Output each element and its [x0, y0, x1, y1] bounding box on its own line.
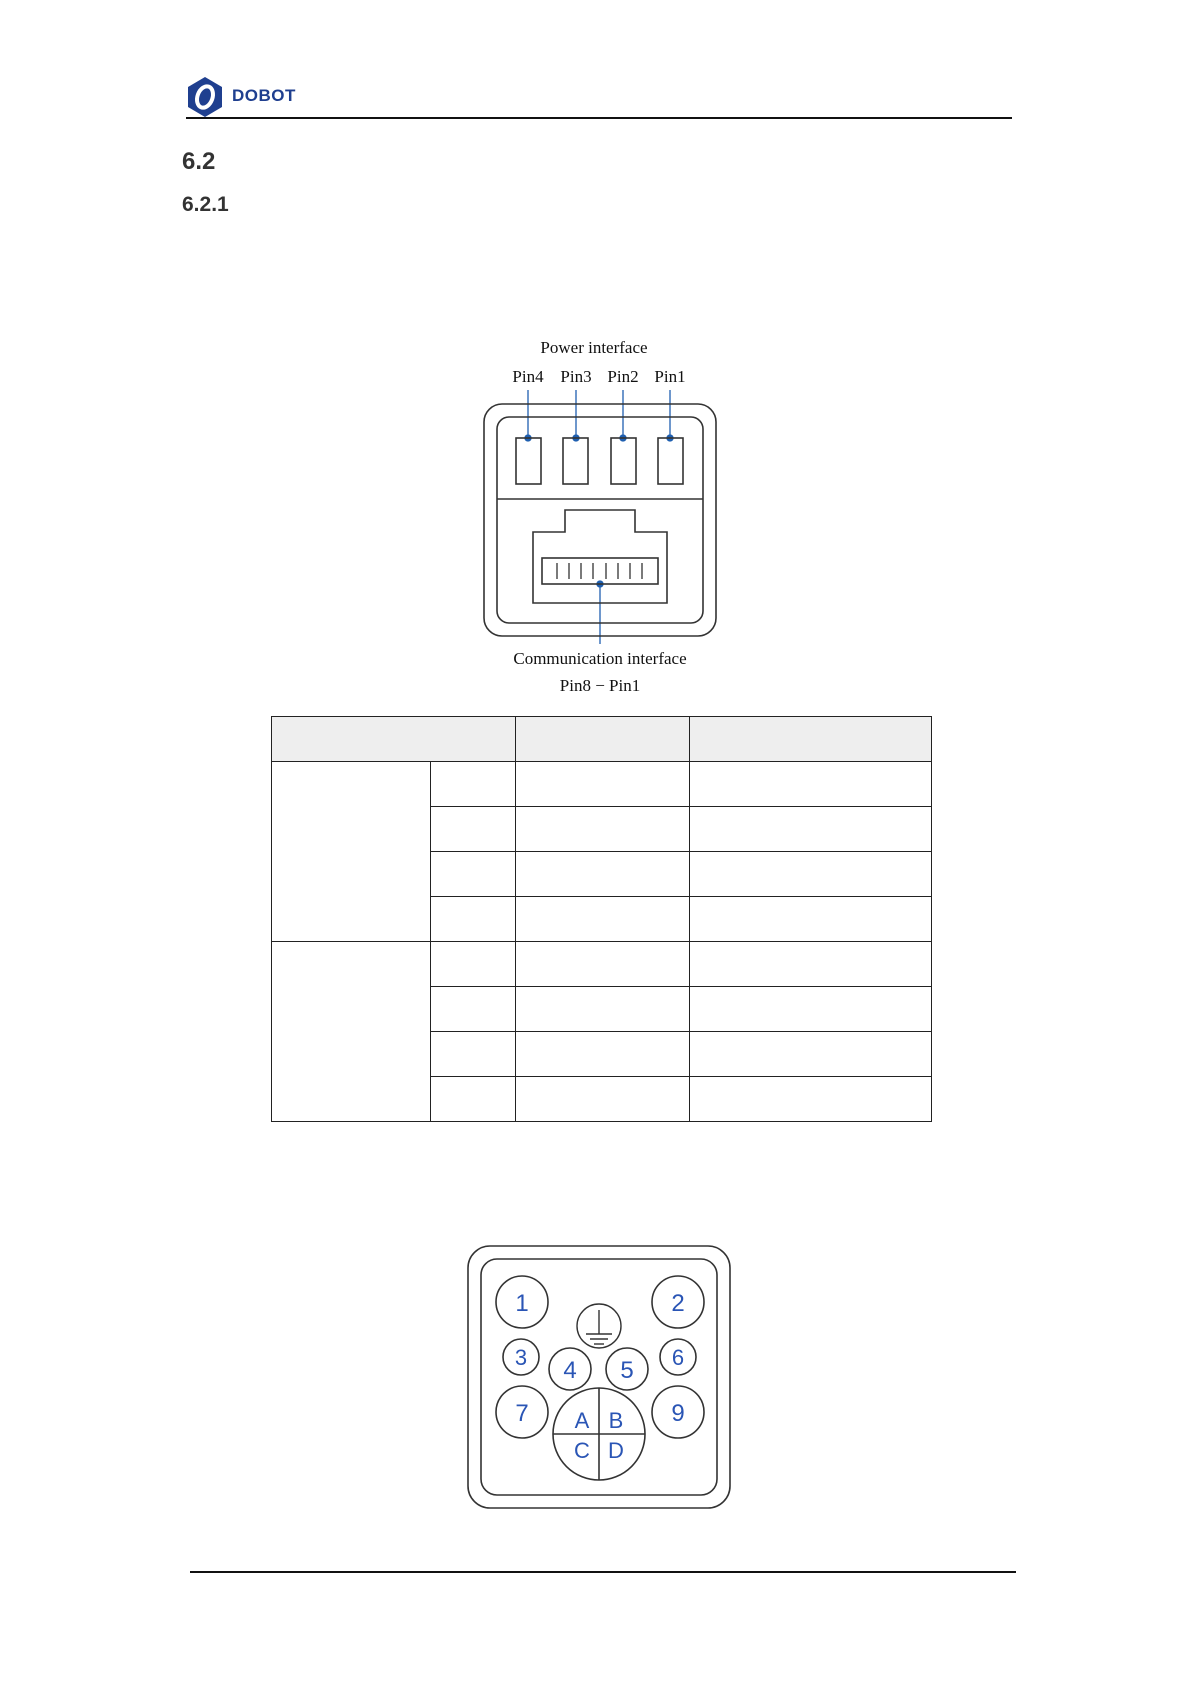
- power-interface-label: Power interface: [540, 338, 648, 357]
- quadrant-b-label: B: [608, 1408, 624, 1433]
- pin-5-label: 5: [620, 1357, 634, 1384]
- power-pin-2: [611, 438, 636, 484]
- interface-diagram: [440, 330, 760, 702]
- rj45-contacts: [557, 563, 642, 579]
- table-cell: [516, 987, 690, 1032]
- pin1-label: Pin1: [654, 367, 686, 386]
- power-pin-1: [658, 438, 683, 484]
- table-cell: [431, 762, 516, 807]
- table-cell: [516, 897, 690, 942]
- aviation-connector-diagram: [466, 1244, 732, 1510]
- table-header-row: [272, 717, 932, 762]
- table-cell: [431, 987, 516, 1032]
- table-cell: [690, 852, 932, 897]
- table-cell: [431, 942, 516, 987]
- table-cell: [690, 987, 932, 1032]
- table-cell: [690, 942, 932, 987]
- subsection-heading: 6.2.1: [182, 193, 229, 216]
- table-cell: [431, 852, 516, 897]
- pin-3-label: 3: [514, 1345, 528, 1370]
- quadrant-c-label: C: [574, 1438, 590, 1463]
- pin-6-label: 6: [671, 1345, 685, 1370]
- brand-name: DOBOT: [232, 86, 296, 105]
- table-cell: [431, 897, 516, 942]
- table-cell: [690, 1032, 932, 1077]
- table-cell: [690, 762, 932, 807]
- pin-1-label: 1: [515, 1290, 529, 1317]
- page-header: [186, 76, 1012, 118]
- dobot-logo-icon: [186, 76, 224, 118]
- table-cell: [516, 942, 690, 987]
- section-heading: 6.2: [182, 148, 216, 175]
- table-cell: [516, 1077, 690, 1122]
- group-cell: [272, 942, 431, 1122]
- table-cell: [690, 807, 932, 852]
- quadrant-a-label: A: [574, 1408, 590, 1433]
- table-cell: [690, 897, 932, 942]
- communication-pin-range: Pin8 − Pin1: [559, 676, 641, 695]
- pin3-label: Pin3: [560, 367, 592, 386]
- table-cell: [431, 1077, 516, 1122]
- pin-definition-table: [271, 716, 932, 1122]
- footer-divider: [190, 1571, 1016, 1573]
- header-divider: [186, 117, 1012, 119]
- communication-interface-label: Communication interface: [513, 649, 687, 668]
- table-cell: [516, 762, 690, 807]
- pin-2-label: 2: [671, 1290, 685, 1317]
- table-header-cell: [516, 717, 690, 762]
- pin-7-label: 7: [515, 1400, 529, 1427]
- group-cell: [272, 762, 431, 942]
- power-pin-3: [563, 438, 588, 484]
- pin-4-label: 4: [563, 1357, 577, 1384]
- table-header-cell: [272, 717, 516, 762]
- table-cell: [516, 1032, 690, 1077]
- ground-symbol-icon: [577, 1304, 621, 1348]
- quadrant-d-label: D: [608, 1438, 624, 1463]
- table-row: [272, 942, 932, 987]
- table-cell: [431, 807, 516, 852]
- table-row: [272, 762, 932, 807]
- table-cell: [690, 1077, 932, 1122]
- pin4-label: Pin4: [512, 367, 544, 386]
- power-pin-4: [516, 438, 541, 484]
- table-cell: [516, 852, 690, 897]
- pin2-label: Pin2: [607, 367, 639, 386]
- pin-9-label: 9: [671, 1400, 685, 1427]
- table-header-cell: [690, 717, 932, 762]
- table-cell: [431, 1032, 516, 1077]
- table-cell: [516, 807, 690, 852]
- pin-leader-lines: [525, 390, 673, 644]
